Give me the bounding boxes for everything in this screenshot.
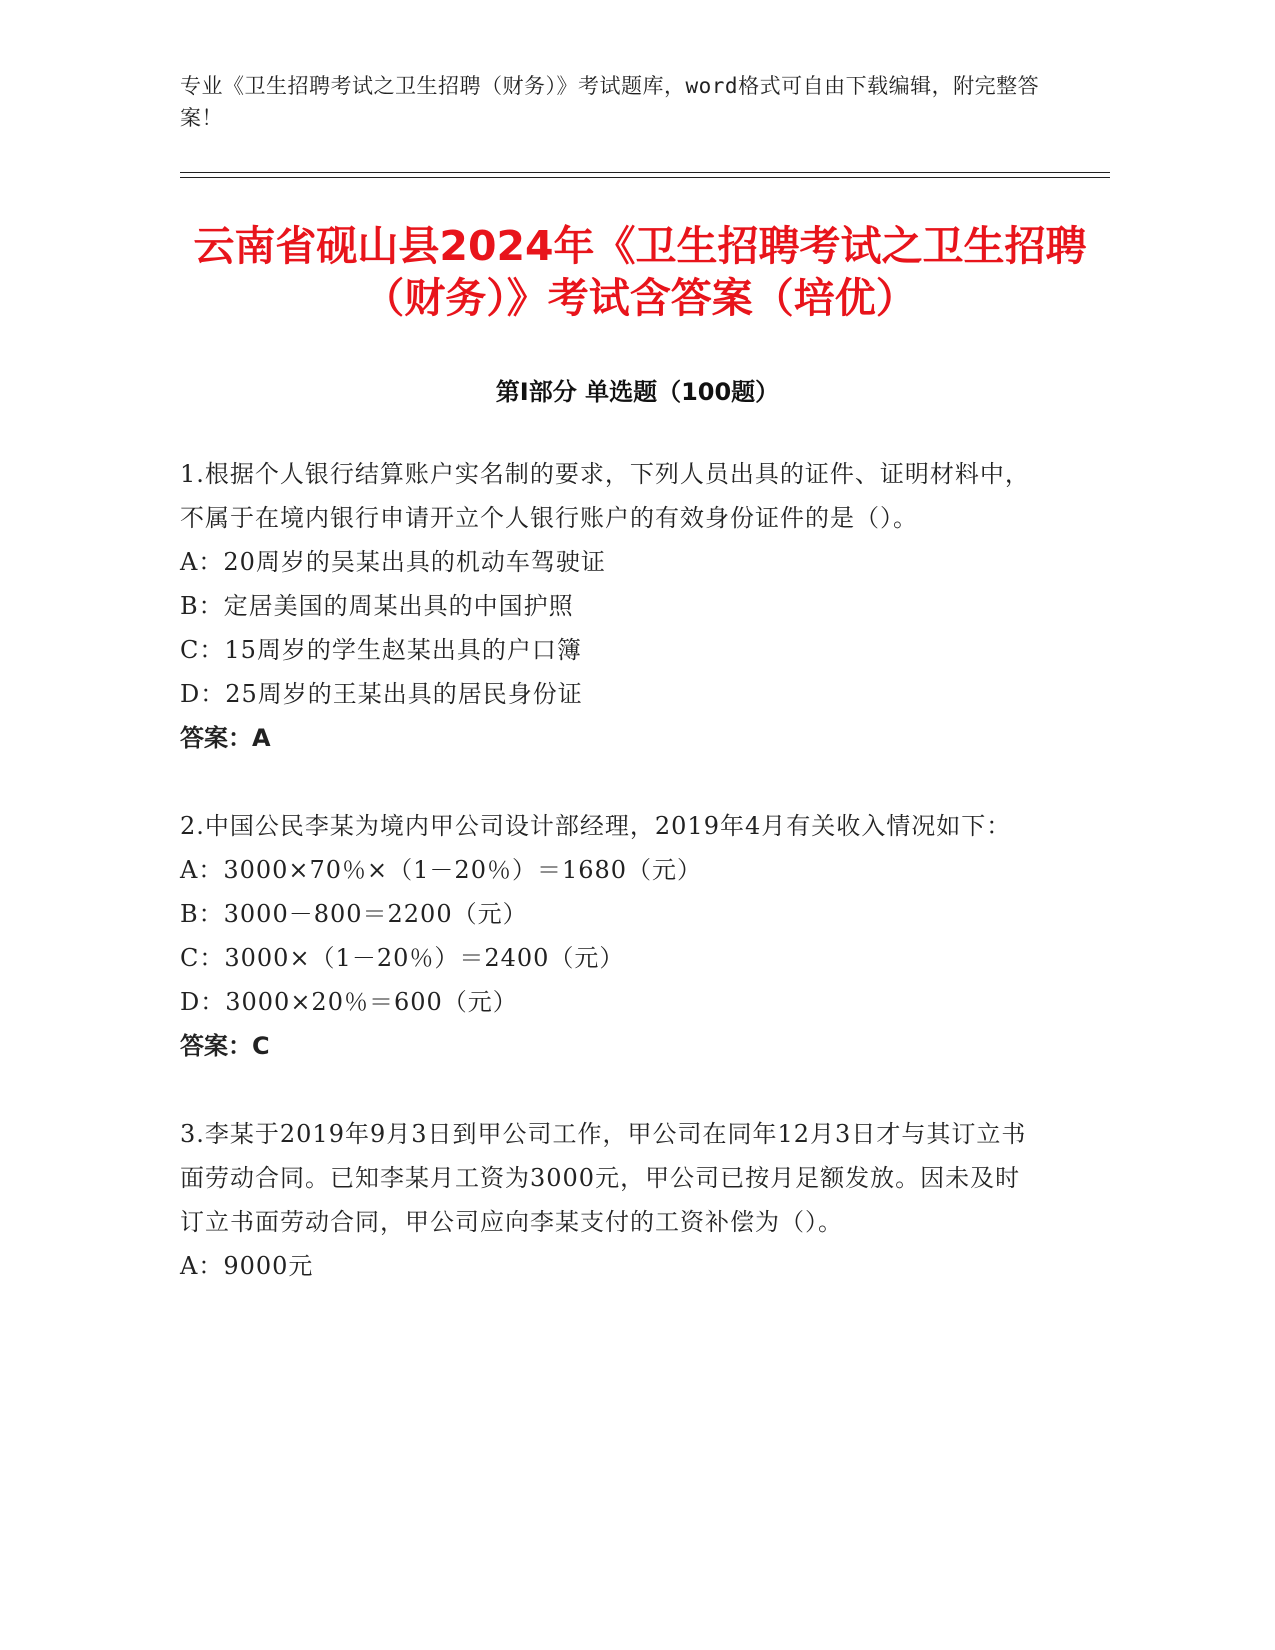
option-b: B：定居美国的周某出具的中国护照 [180,592,574,620]
header-divider-bottom [180,177,1110,178]
option-d: D：3000×20％＝600（元） [180,988,518,1016]
header-divider-top [180,172,1110,173]
question-2 [180,804,1040,1068]
option-c: C：15周岁的学生赵某出具的户口簿 [180,636,582,664]
section-title: 第Ⅰ部分 单选题（100题） [495,378,780,406]
option-a: A：20周岁的吴某出具的机动车驾驶证 [180,548,606,576]
question-stem: 1.根据个人银行结算账户实名制的要求，下列人员出具的证件、证明材料中，不属于在境内银行申请开立个人银行账户的有效身份证件的是（）。 [180,460,1030,532]
answer: 答案：A [180,724,271,752]
answer: 答案：C [180,1032,270,1060]
question-1 [180,452,1040,760]
question-list [180,452,1040,1332]
document-title: 云南省砚山县2024年《卫生招聘考试之卫生招聘（财务）》考试含答案（培优） [193,222,1087,322]
option-d: D：25周岁的王某出具的居民身份证 [180,680,583,708]
question-3 [180,1112,1040,1288]
header-note: 专业《卫生招聘考试之卫生招聘（财务）》考试题库，word格式可自由下载编辑，附完整答案！ [180,74,1040,130]
question-stem: 3.李某于2019年9月3日到甲公司工作，甲公司在同年12月3日才与其订立书面劳动合同。已知李某月工资为3000元，甲公司已按月足额发放。因未及时订立书面劳动合同，甲公司应向李某支付的工资补偿为（）。 [180,1120,1027,1236]
option-b: B：3000－800＝2200（元） [180,900,528,928]
question-stem: 2.中国公民李某为境内甲公司设计部经理，2019年4月有关收入情况如下： [180,812,1012,840]
option-a: A：3000×70％×（1－20％）＝1680（元） [180,856,703,884]
option-a: A：9000元 [180,1252,314,1280]
option-c: C：3000×（1－20％）＝2400（元） [180,944,625,972]
